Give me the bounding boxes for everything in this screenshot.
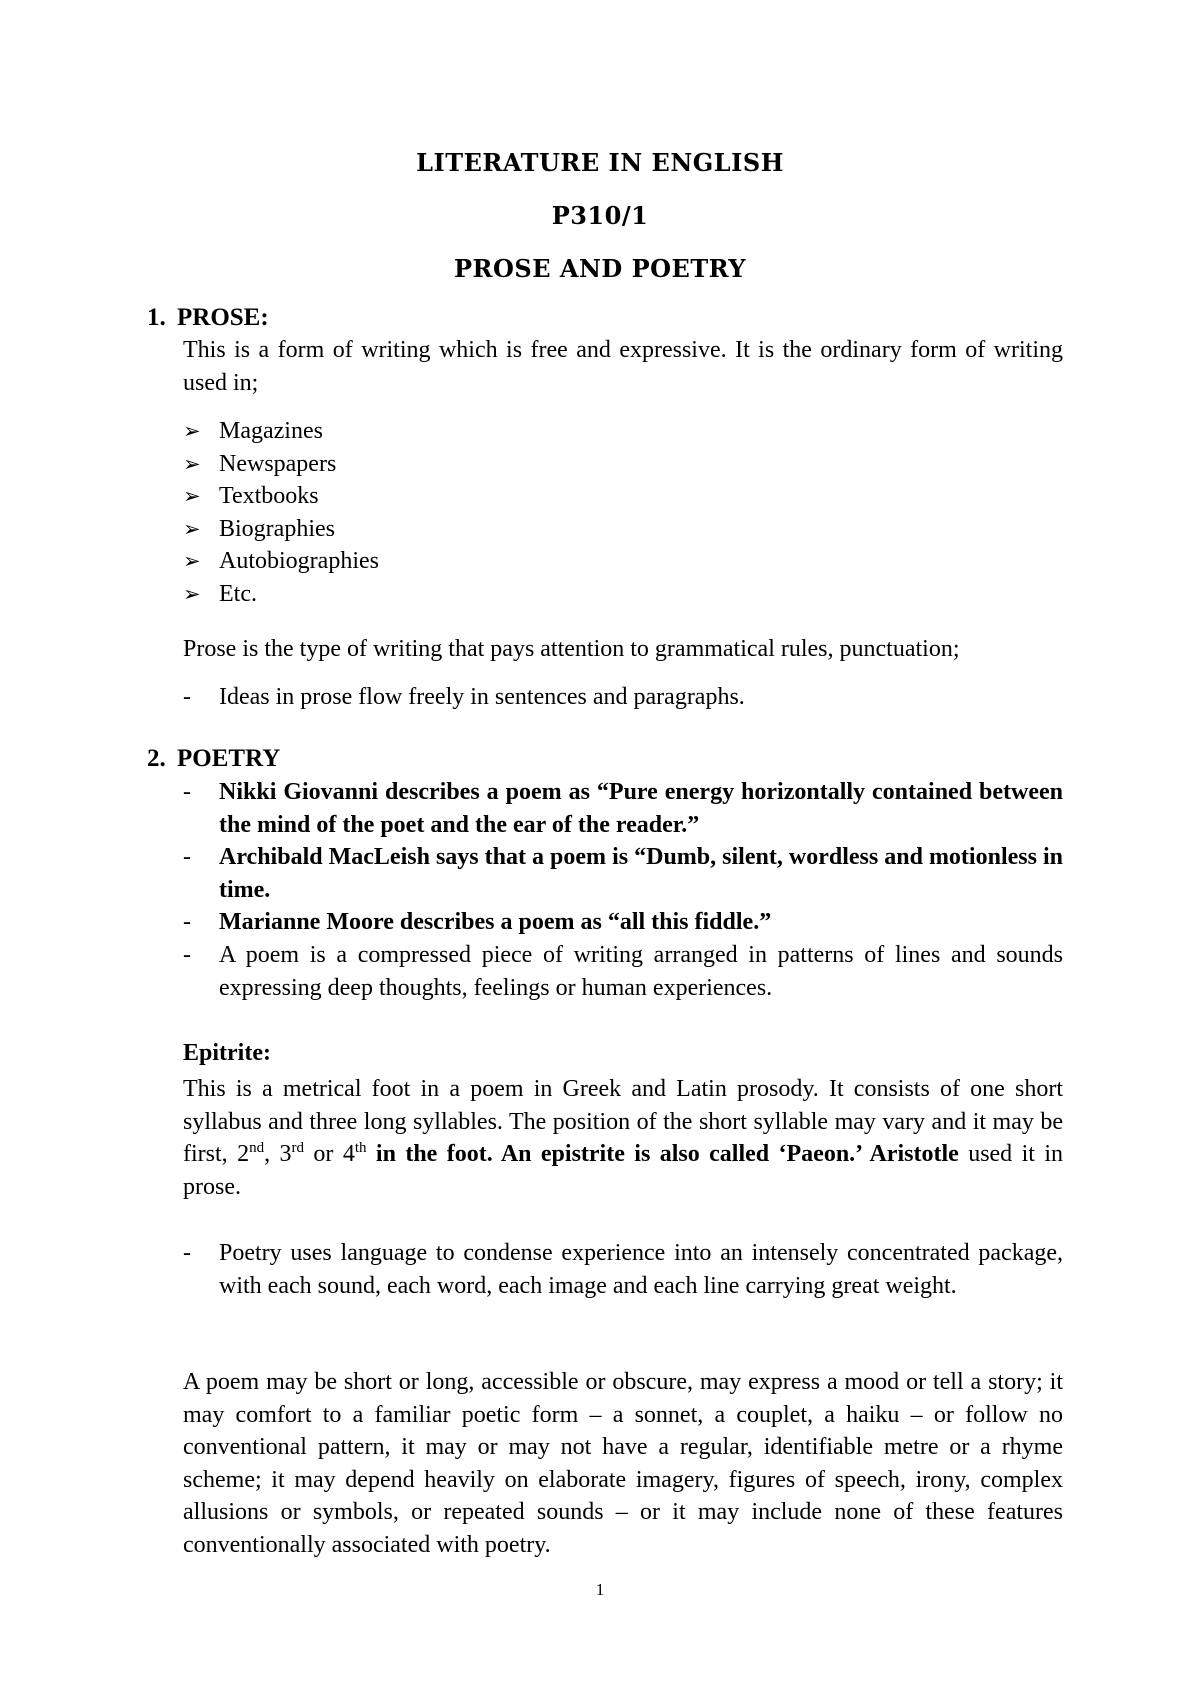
prose-intro: This is a form of writing which is free and expressive. It is the ordinary form of writing used in; (183, 337, 1063, 396)
poetry-point: - A poem is a compressed piece of writing arranged in patterns of lines and sounds expressing deep thoughts, feelings or human experiences. (183, 939, 1063, 1004)
dash-bullet: - (183, 909, 191, 935)
epitrite-definition: This is a metrical foot in a poem in Greek and Latin prosody. It consists of one short syllabus and three long syllables. The position of the short syllable may vary and it may be first, 2nd, 3rd or 4th in the foot. An epistrite is also called ‘Paeon.’ Aristotle used it in prose. (183, 1076, 1064, 1200)
document-subtitle: PROSE AND POETRY (453, 254, 747, 283)
section-number: 2. (147, 745, 166, 772)
poetry-point: - Nikki Giovanni describes a poem as “Pure energy horizontally contained between the mind of the poet and the ear of the reader.” (183, 776, 1063, 841)
section-number: 1. (147, 304, 166, 331)
arrow-bullet-icon: ➢ (183, 581, 201, 606)
paper-code: P310/1 (551, 201, 649, 230)
arrow-bullet-icon: ➢ (183, 419, 201, 443)
arrow-bullet-icon: ➢ (183, 516, 201, 541)
list-item: ➢ Etc. (183, 578, 379, 611)
poetry-point: - Marianne Moore describes a poem as “all this fiddle.” (183, 906, 1063, 939)
prose-dash-point: - Ideas in prose flow freely in sentences and paragraphs. (183, 681, 1063, 714)
list-item: ➢ Autobiographies (183, 545, 379, 578)
document-title: LITERATURE IN ENGLISH (416, 148, 784, 177)
dash-bullet: - (183, 779, 191, 805)
list-item: ➢ Textbooks (183, 480, 379, 513)
list-item: ➢ Biographies (183, 513, 379, 546)
list-item: ➢ Magazines (183, 415, 379, 448)
dash-bullet: - (183, 684, 191, 710)
dash-bullet: - (183, 1240, 191, 1266)
page-number: 1 (595, 1580, 605, 1599)
dash-bullet: - (183, 942, 191, 968)
list-item: ➢ Newspapers (183, 448, 379, 481)
arrow-bullet-icon: ➢ (183, 484, 201, 508)
poem-features-paragraph: A poem may be short or long, accessible or obscure, may express a mood or tell a story; it may comfort to a familiar poetic form – a sonnet, a couplet, a haiku – or follow no conventional pattern, it may or may not have a regular, identifiable metre or a rhyme scheme; it may depend heavily on elaborate imagery, figures of speech, irony, complex allusions or symbols, or repeated sounds – or it may include none of these features conventionally associated with poetry. (183, 1369, 1063, 1558)
arrow-bullet-icon: ➢ (183, 451, 201, 476)
section-label: PROSE: (177, 304, 269, 331)
poetry-point: - Archibald MacLeish says that a poem is “Dumb, silent, wordless and motionless in time. (183, 841, 1063, 906)
poetry-condense-point: - Poetry uses language to condense experience into an intensely concentrated package, with each sound, each word, each image and each line carrying great weight. (183, 1237, 1063, 1302)
prose-rules-text: Prose is the type of writing that pays attention to grammatical rules, punctuation; (183, 636, 960, 662)
dash-bullet: - (183, 844, 191, 870)
prose-uses-list (183, 415, 379, 610)
epitrite-heading: Epitrite: (183, 1040, 271, 1066)
arrow-bullet-icon: ➢ (183, 549, 201, 573)
section-label: POETRY (177, 745, 281, 772)
